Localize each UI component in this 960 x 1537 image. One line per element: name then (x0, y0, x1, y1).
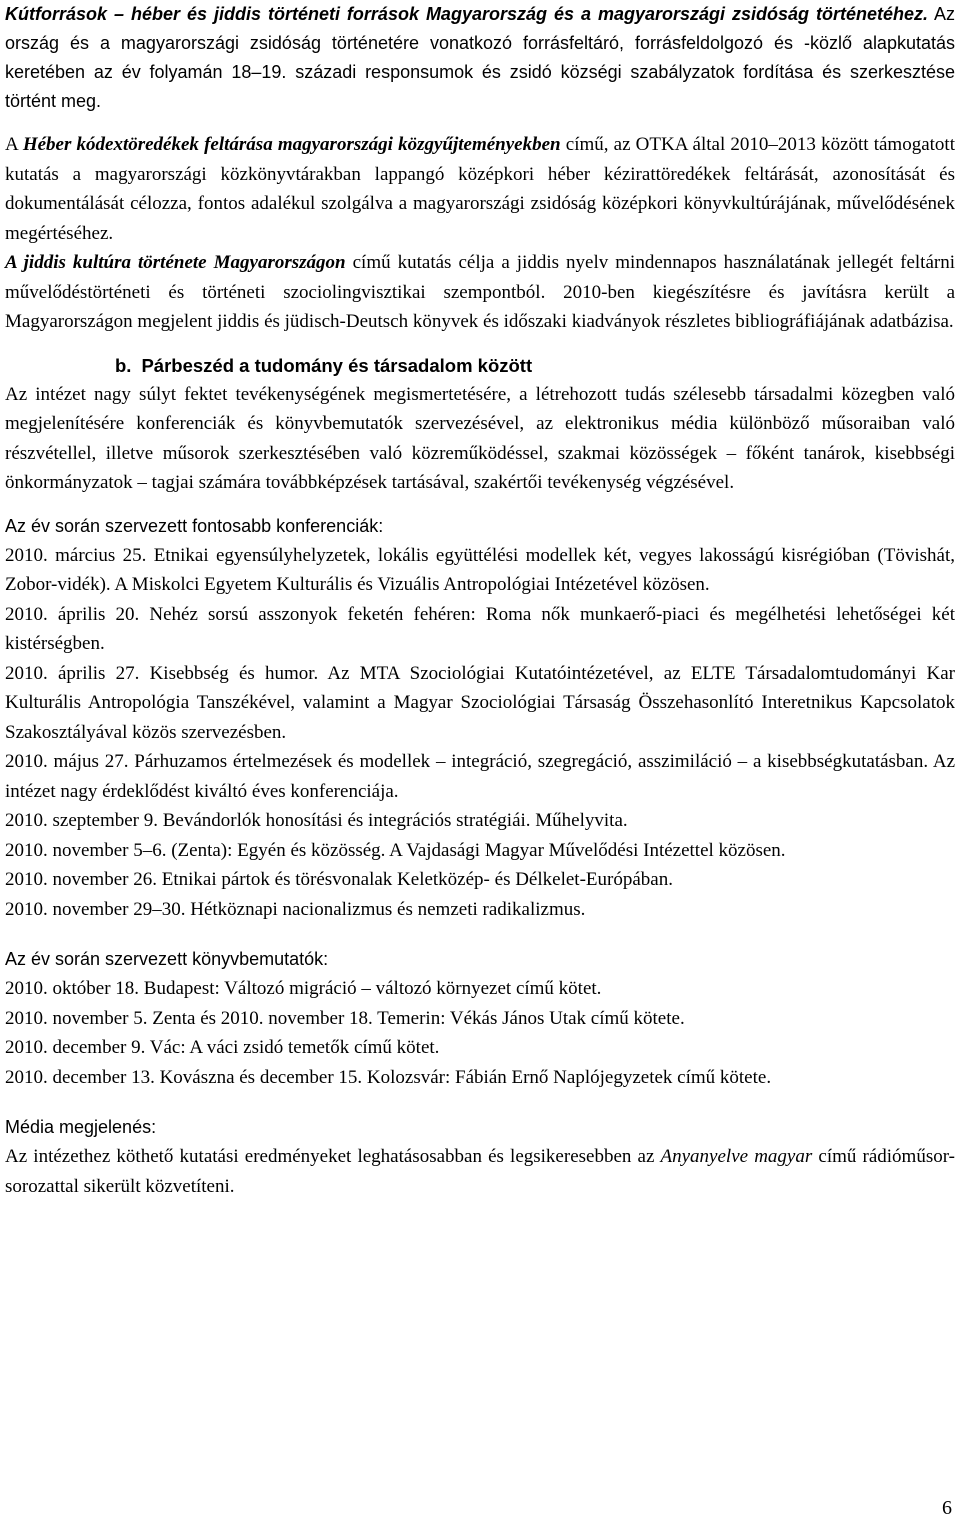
heber-title: Héber kódextöredékek feltárása magyarországi közgyűjteményekben (22, 134, 561, 155)
intro-paragraph (5, 0, 955, 116)
media-text-after: című rádióműsor-sorozattal sikerült közvetíteni. (5, 1146, 955, 1197)
media-text-before: Az intézethez köthető kutatási eredményeket leghatásosabban és legsikeresebben az (5, 1146, 661, 1167)
book-launches-list (5, 974, 955, 1092)
jiddis-paragraph (5, 248, 955, 337)
media-paragraph (5, 1142, 955, 1201)
heber-prefix: A (5, 134, 23, 155)
intro-text: Az ország és a magyarországi zsidóság történetére vonatkozó forrásfeltáró, forrásfeldolgozó és -közlő alapkutatás keretében az év folyamán 18–19. századi responsumok és zsidó községi szabályzatok fordítása és szerkesztése történt meg. (5, 4, 955, 111)
book-launch-item: 2010. november 5. Zenta és 2010. november 18. Temerin: Vékás János Utak című kötete. (5, 1007, 685, 1029)
conferences-list (5, 541, 955, 925)
conference-item: 2010. november 5–6. (Zenta): Egyén és közösség. A Vajdasági Magyar Művelődési Intézettel közösen. (5, 839, 786, 861)
heber-text: című, az OTKA által 2010–2013 között támogatott kutatás a magyarországi közkönyvtárakban lappangó középkori héber kézirattöredékek feltárását, azonosítását és dokumentálását célozza, fontos adalékul szolgálva a magyarországi zsidóság középkori könyvkultúrájának, művelődésének megértéséhez. (5, 134, 955, 244)
conference-item: 2010. szeptember 9. Bevándorlók honosítási és integrációs stratégiái. Műhelyvita. (5, 810, 628, 831)
conference-item: 2010. november 26. Etnikai pártok és törésvonalak Keletközép- és Délkelet-Európában. (5, 869, 673, 890)
conference-item: 2010. május 27. Párhuzamos értelmezések és modellek – integráció, szegregáció, asszimiláció – a kisebbségkutatásban. Az intézet nagy érdeklődést kiváltó éves konferenciája. (5, 751, 955, 802)
section-b-title: Párbeszéd a tudomány és társadalom között (141, 354, 533, 376)
document-page (5, 0, 955, 1201)
conference-item: 2010. november 29–30. Hétköznapi nacionalizmus és nemzeti radikalizmus. (5, 898, 586, 920)
book-launch-item: 2010. december 13. Kovászna és december 15. Kolozsvár: Fábián Ernő Naplójegyzetek című kötete. (5, 1066, 772, 1088)
jiddis-text-1: című kutatás célja a jiddis nyelv mindennapos használatának jellegét feltárni művelődéstörténeti és történeti szociolingvisztikai szempontból. (5, 252, 955, 303)
section-b-label: b. (115, 354, 132, 376)
jiddis-title: A jiddis kultúra története Magyarországon (5, 252, 346, 273)
section-b-paragraph: Az intézet nagy súlyt fektet tevékenységének megismertetésére, a létrehozott tudás szélesebb társadalmi közegben való megjelenítésére konferenciák és könyvbemutatók szervezésével, az elektronikus média különböző műsoraiban való részvétellel, illetve műsorok szerkesztésében való közreműködéssel, szakmai közösségek – főként tanárok, kisebbségi önkormányzatok – tagjai számára továbbképzések tartásával, szakértői tevékenység végzésével. (5, 383, 955, 493)
media-program-title: Anyanyelve magyar (660, 1146, 813, 1167)
heber-paragraph (5, 130, 955, 248)
conferences-heading: Az év során szervezett fontosabb konferenciák: (5, 515, 384, 536)
conference-item: 2010. március 25. Etnikai egyensúlyhelyzetek, lokális együttélési modellek két, vegyes lakosságú kisrégióban (Tövishát, Zobor-vidék). A Miskolci Egyetem Kulturális és Vizuális Antropológiai Intézetével közösen. (5, 544, 955, 595)
book-launch-item: 2010. december 9. Vác: A váci zsidó temetők című kötet. (5, 1037, 440, 1058)
jiddis-text-2: 2010-ben kiegészítésre és javításra került a Magyarországon megjelent jiddis és jüdisch-Deutsch könyvek és időszaki kiadványok részletes bibliográfiájának adatbázisa. (5, 281, 955, 332)
page-number: 6 (942, 1497, 952, 1519)
book-launch-item: 2010. október 18. Budapest: Változó migráció – változó környezet című kötet. (5, 978, 602, 999)
book-launches-heading: Az év során szervezett könyvbemutatók: (5, 949, 329, 969)
section-b-heading (5, 351, 955, 380)
media-heading: Média megjelenés: (5, 1117, 157, 1137)
conference-item: 2010. április 20. Nehéz sorsú asszonyok feketén fehéren: Roma nők munkaerő-piaci és megélhetési lehetőségei két kistérségben. (5, 603, 955, 654)
conference-item: 2010. április 27. Kisebbség és humor. Az MTA Szociológiai Kutatóintézetével, az ELTE Társadalomtudományi Kar Kulturális Antropológia Tanszékével, valamint a Magyar Szociológiai Társaság Összehasonlító Interetnikus Kapcsolatok Szakosztályával közös szervezésben. (5, 662, 955, 743)
intro-title: Kútforrások – héber és jiddis történeti források Magyarország és a magyarországi zsidóság történetéhez. (5, 4, 928, 24)
